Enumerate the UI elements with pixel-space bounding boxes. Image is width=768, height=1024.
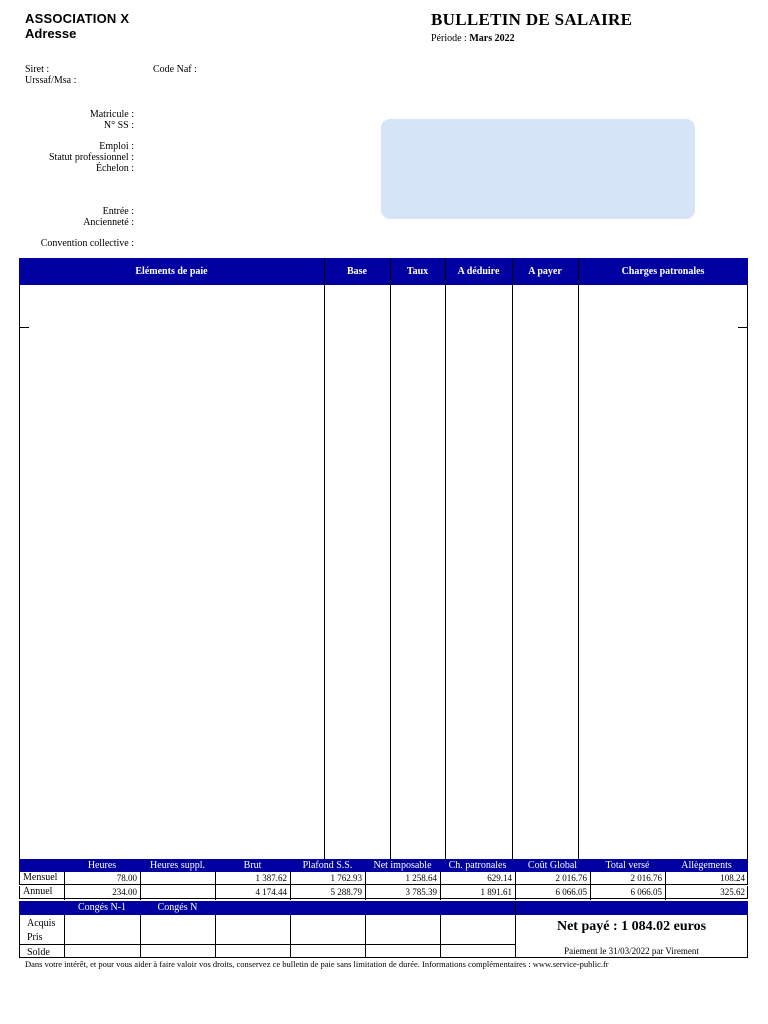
pay-table-body (19, 285, 748, 859)
margin-tick (20, 327, 29, 328)
conges-row-acquis: Acquis (27, 918, 56, 929)
nss-label: N° SS : (103, 120, 134, 131)
cell: 1 258.64 (405, 873, 437, 883)
summary-row-mensuel (19, 872, 748, 885)
column-divider (445, 258, 446, 859)
divider (440, 915, 441, 958)
period-label: Période : (431, 33, 467, 44)
column-divider (390, 258, 391, 859)
cell: 6 066.05 (630, 887, 662, 897)
divider (515, 872, 516, 900)
conges-col-n: Congés N (157, 902, 198, 913)
divider (365, 915, 366, 958)
divider (19, 944, 516, 945)
divider (440, 872, 441, 900)
row-label: Mensuel (23, 872, 58, 883)
sum-col-brut: Brut (243, 860, 262, 871)
employee-info-box (381, 119, 695, 219)
cell (141, 872, 216, 884)
divider (290, 915, 291, 958)
divider (64, 915, 65, 958)
cell: 108.24 (720, 873, 745, 883)
payment-info: Paiement le 31/03/2022 par Virement (564, 946, 699, 956)
col-taux: Taux (406, 266, 429, 277)
entree-label: Entrée : (102, 206, 134, 217)
row-label: Annuel (23, 886, 53, 897)
cell: 78.00 (116, 873, 137, 883)
column-divider (578, 258, 579, 859)
cell: 1 891.61 (480, 887, 512, 897)
cell: 6 066.05 (555, 887, 587, 897)
document-title: BULLETIN DE SALAIRE (431, 10, 633, 29)
divider (215, 915, 216, 958)
period-value: Mars 2022 (469, 33, 515, 44)
cell: 5 288.79 (330, 887, 362, 897)
cell: 2 016.76 (555, 873, 587, 883)
statut-label: Statut professionnel : (49, 152, 134, 163)
cell: 629.14 (487, 873, 512, 883)
cell: 2 016.76 (630, 873, 662, 883)
divider (590, 872, 591, 900)
period (431, 33, 515, 44)
col-charges-patronales: Charges patronales (621, 266, 705, 277)
employer-name: ASSOCIATION X (25, 11, 130, 26)
code-naf-label: Code Naf : (153, 64, 197, 75)
sum-col-plafond: Plafond S.S. (302, 860, 353, 871)
divider (215, 872, 216, 900)
divider (64, 872, 65, 900)
echelon-label: Échelon : (95, 163, 134, 174)
matricule-label: Matricule : (89, 109, 134, 120)
col-a-deduire: A déduire (457, 266, 500, 277)
sum-col-heures: Heures (87, 860, 117, 871)
divider (665, 872, 666, 900)
cell: 1 387.62 (255, 873, 287, 883)
cell: 3 785.39 (405, 887, 437, 897)
footer-note: Dans votre intérêt, et pour vous aider à faire valoir vos droits, conservez ce bulletin de paie sans limitation de durée. Informations complémentaires : www.service-public.fr (25, 959, 609, 969)
pay-table-header (19, 258, 748, 285)
sum-col-cout-global: Coût Global (527, 860, 578, 871)
conges-row-pris: Pris (27, 932, 43, 943)
sum-col-allegements: Allègements (681, 860, 732, 871)
net-paye: Net payé : 1 084.02 euros (556, 919, 707, 934)
sum-col-total-verse: Total versé (605, 860, 650, 871)
margin-tick (738, 327, 747, 328)
siret-label: Siret : (25, 64, 50, 75)
conges-row-solde: Solde (27, 947, 50, 958)
summary-row-annuel (19, 886, 748, 899)
cell: 4 174.44 (255, 887, 287, 897)
divider (140, 915, 141, 958)
cell: 234.00 (112, 887, 137, 897)
summary-header (19, 859, 748, 872)
divider (365, 872, 366, 900)
col-elements: Eléments de paie (135, 266, 208, 277)
conges-col-n1: Congés N-1 (77, 902, 127, 913)
convention-label: Convention collective : (40, 238, 134, 249)
urssaf-label: Urssaf/Msa : (25, 75, 77, 86)
column-divider (324, 258, 325, 859)
cell: 325.62 (720, 887, 745, 897)
col-a-payer: A payer (528, 266, 562, 277)
conges-header (19, 901, 748, 915)
divider (140, 872, 141, 900)
employer-address: Adresse (25, 26, 77, 41)
column-divider (512, 258, 513, 859)
cell: 1 762.93 (330, 873, 362, 883)
divider (290, 872, 291, 900)
sum-col-net-imposable: Net imposable (373, 860, 432, 871)
anciennete-label: Ancienneté : (83, 217, 134, 228)
emploi-label: Emploi : (99, 141, 134, 152)
col-base: Base (347, 266, 367, 277)
sum-col-heures-suppl: Heures suppl. (150, 860, 205, 871)
sum-col-ch-patronales: Ch. patronales (448, 860, 507, 871)
cell (141, 886, 216, 898)
